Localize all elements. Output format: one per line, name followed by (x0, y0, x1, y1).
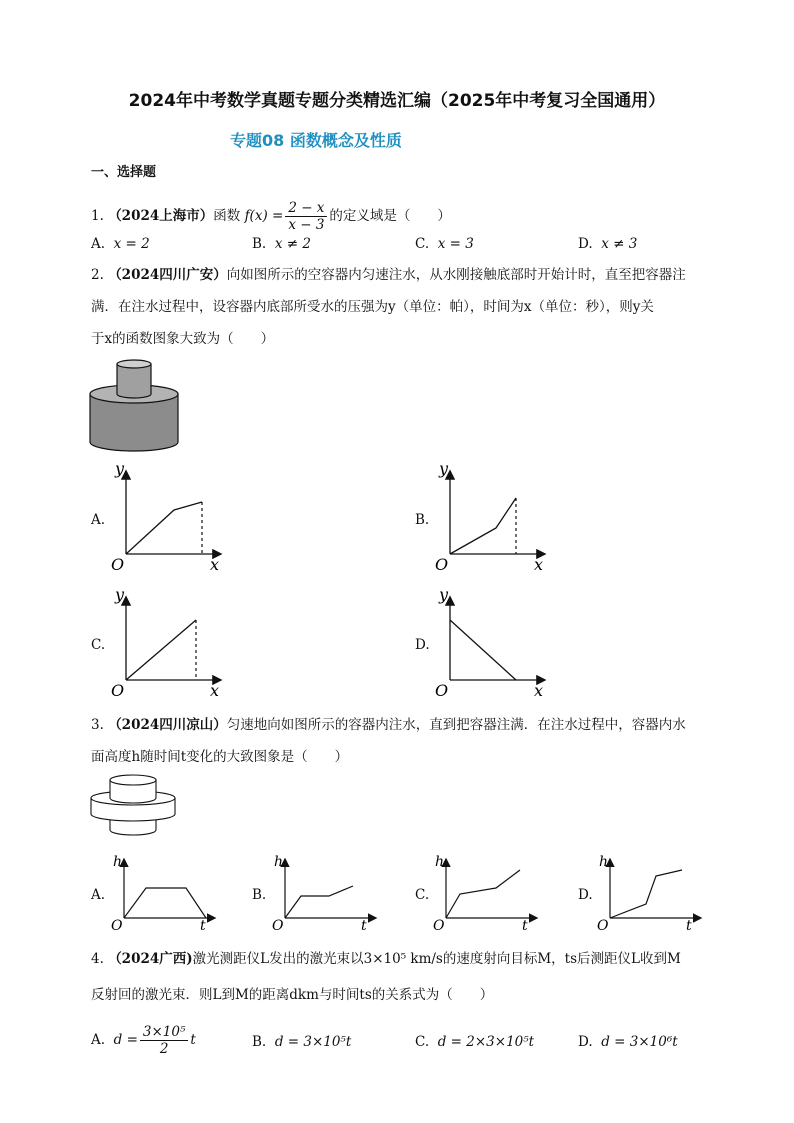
container-figure-q3 (88, 772, 178, 842)
q3-option-d-label[interactable]: D. (578, 887, 593, 903)
document-title: 2024年中考数学真题专题分类精选汇编（2025年中考复习全国通用） (128, 91, 666, 111)
q1-option-a[interactable]: A. x = 2 (91, 236, 150, 252)
q2-option-a-label[interactable]: A. (91, 512, 106, 528)
question-source: （2024四川凉山） (108, 717, 227, 733)
container-figure-q2 (88, 352, 188, 452)
question-1-stem: 1. （2024上海市）函数 f(x) = $\frac{2 - x}{x - 3}$ 的定义域是（ ） (91, 200, 451, 233)
q2-option-b-label[interactable]: B. (415, 512, 430, 528)
origin-label: O (597, 918, 609, 932)
origin-label: O (272, 918, 284, 932)
origin-label: O (435, 681, 449, 700)
q3-option-b-label[interactable]: B. (252, 887, 267, 903)
question-2-line-2: 满．在注水过程中，设容器内底部所受水的压强为y（单位：帕），时间为x（单位：秒），则y关 (91, 299, 654, 315)
x-axis-label: t (361, 918, 367, 932)
fraction: $\frac{\text{3×10⁵}}{2}$ (140, 1024, 189, 1057)
y-axis-label: h (435, 854, 445, 870)
origin-label: O (111, 918, 123, 932)
function-expr: f(x) = (244, 208, 284, 224)
fraction: $\frac{2 - x}{x - 3}$ (285, 200, 327, 233)
q1-option-b[interactable]: B. x ≠ 2 (252, 236, 311, 252)
topic-title: 专题08 函数概念及性质 (230, 131, 402, 150)
q3-graph-b[interactable] (271, 852, 381, 932)
x-axis-label: x (210, 555, 220, 574)
y-axis-label: y (115, 588, 125, 604)
q2-graph-d[interactable] (434, 588, 554, 700)
q4-option-a[interactable]: A. d = $\frac{\text{3×10⁵}}{2}$ t (91, 1024, 196, 1057)
q4-option-c[interactable]: C. d = 2×3×10⁵t (415, 1034, 535, 1050)
x-axis-label: x (534, 555, 544, 574)
q2-option-d-label[interactable]: D. (415, 637, 430, 653)
question-2-line-1: 2. （2024四川广安）向如图所示的空容器内匀速注水，从水刚接触底部时开始计时，直至把容器注 (91, 267, 686, 283)
y-axis-label: y (439, 588, 449, 604)
q3-graph-d[interactable] (596, 852, 706, 932)
origin-label: O (111, 681, 125, 700)
question-3-line-1: 3. （2024四川凉山）匀速地向如图所示的容器内注水，直到把容器注满．在注水过程中，容器内水 (91, 717, 686, 733)
y-axis-label: h (274, 854, 284, 870)
q1-option-d[interactable]: D. x ≠ 3 (578, 236, 638, 252)
section-heading: 一、选择题 (91, 165, 157, 180)
q4-option-b[interactable]: B. d = 3×10⁵t (252, 1034, 352, 1050)
origin-label: O (111, 555, 125, 574)
question-3-line-2: 面高度h随时间t变化的大致图象是（ ） (91, 749, 349, 765)
q1-option-c[interactable]: C. x = 3 (415, 236, 474, 252)
question-number: 1. (91, 208, 104, 224)
q2-graph-b[interactable] (434, 462, 554, 574)
x-axis-label: t (200, 918, 206, 932)
question-source: （2024广西) (108, 951, 193, 967)
question-2-line-3: 于x的函数图象大致为（ ） (91, 331, 275, 347)
q4-option-d[interactable]: D. d = 3×10⁶t (578, 1034, 678, 1050)
q2-option-c-label[interactable]: C. (91, 637, 106, 653)
x-axis-label: x (534, 681, 544, 700)
question-source: （2024上海市） (108, 208, 214, 224)
x-axis-label: t (522, 918, 528, 932)
origin-label: O (435, 555, 449, 574)
y-axis-label: y (115, 462, 125, 478)
x-axis-label: x (210, 681, 220, 700)
q3-graph-c[interactable] (432, 852, 542, 932)
question-4-line-1: 4. （2024广西)激光测距仪L发出的激光束以3×10⁵ km/s的速度射向目标M，ts后测距仪L收到M (91, 951, 681, 967)
q3-graph-a[interactable] (110, 852, 220, 932)
y-axis-label: h (599, 854, 609, 870)
question-source: （2024四川广安） (108, 267, 227, 283)
q3-option-c-label[interactable]: C. (415, 887, 430, 903)
origin-label: O (433, 918, 445, 932)
question-4-line-2: 反射回的激光束．则L到M的距离dkm与时间ts的关系式为（ ） (91, 987, 494, 1003)
q2-graph-c[interactable] (110, 588, 230, 700)
y-axis-label: h (113, 854, 123, 870)
q3-option-a-label[interactable]: A. (91, 887, 106, 903)
q2-graph-a[interactable] (110, 462, 230, 574)
x-axis-label: t (686, 918, 692, 932)
y-axis-label: y (439, 462, 449, 478)
